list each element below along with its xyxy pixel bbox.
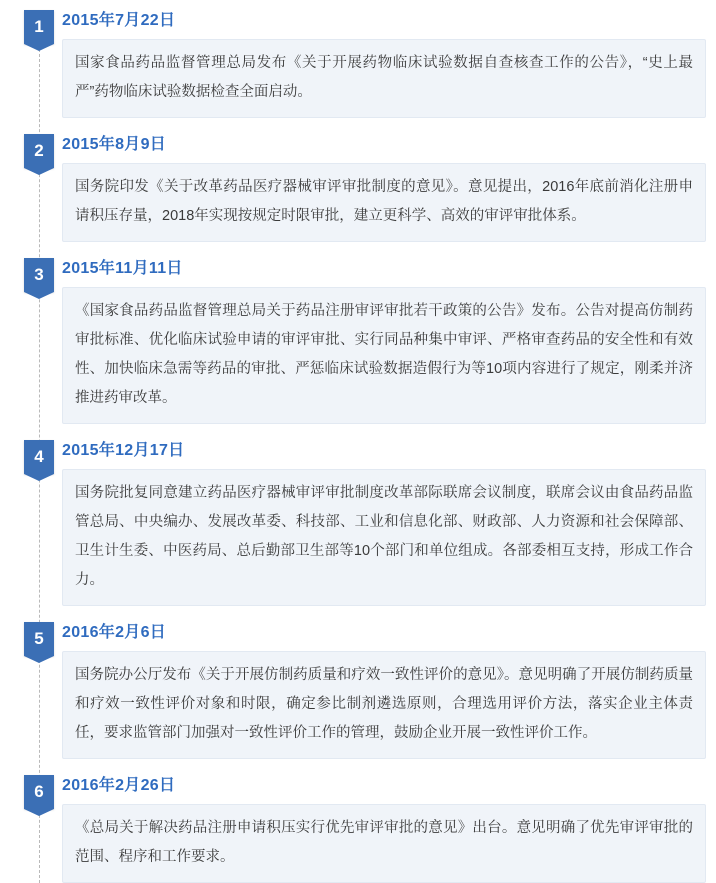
- timeline-step-badge: 1: [24, 10, 54, 44]
- timeline-marker-column: [0, 132, 62, 168]
- timeline-step-badge: 6: [24, 775, 54, 809]
- timeline-marker-column: [0, 438, 62, 474]
- timeline-step-badge: 2: [24, 134, 54, 168]
- timeline-entry-text: 《国家食品药品监督管理总局关于药品注册审评审批若干政策的公告》发布。公告对提高仿制药审批标准、优化临床试验申请的审评审批、实行同品种集中审评、严格审查药品的安全性和有效性、加快临床急需等药品的审批、严惩临床试验数据造假行为等10项内容进行了规定，刚柔并济推进药审改革。: [62, 287, 706, 424]
- timeline-entry-date: 2015年8月9日: [62, 136, 167, 153]
- timeline-marker-column: [0, 620, 62, 656]
- timeline-entry: [0, 438, 716, 606]
- timeline-entry-text: 国家食品药品监督管理总局发布《关于开展药物临床试验数据自查核查工作的公告》，“史上最严”药物临床试验数据检查全面启动。: [62, 39, 706, 118]
- timeline-step-badge: 5: [24, 622, 54, 656]
- timeline-entry-content: [62, 132, 716, 242]
- timeline-entry: [0, 620, 716, 759]
- timeline-entry-text: 国务院印发《关于改革药品医疗器械审评审批制度的意见》。意见提出，2016年底前消化注册申请积压存量，2018年实现按规定时限审批，建立更科学、高效的审评审批体系。: [62, 163, 706, 242]
- timeline-step-badge: 3: [24, 258, 54, 292]
- timeline-marker-column: [0, 256, 62, 292]
- timeline-entry-content: [62, 8, 716, 118]
- timeline-entry: [0, 8, 716, 118]
- timeline-entry-date: 2015年7月22日: [62, 12, 176, 29]
- timeline-entry-text: 国务院办公厅发布《关于开展仿制药质量和疗效一致性评价的意见》。意见明确了开展仿制药质量和疗效一致性评价对象和时限，确定参比制剂遴选原则，合理选用评价方法，落实企业主体责任，要求监管部门加强对一致性评价工作的管理，鼓励企业开展一致性评价工作。: [62, 651, 706, 759]
- timeline-marker-column: [0, 8, 62, 44]
- timeline-entry: [0, 132, 716, 242]
- timeline-entry: [0, 256, 716, 424]
- timeline-entry-date: 2015年11月11日: [62, 260, 183, 277]
- timeline-entry-text: 国务院批复同意建立药品医疗器械审评审批制度改革部际联席会议制度，联席会议由食品药品监管总局、中央编办、发展改革委、科技部、工业和信息化部、财政部、人力资源和社会保障部、卫生计生委、中医药局、总后勤部卫生部等10个部门和单位组成。各部委相互支持，形成工作合力。: [62, 469, 706, 606]
- timeline-entry-text: 《总局关于解决药品注册申请积压实行优先审评审批的意见》出台。意见明确了优先审评审批的范围、程序和工作要求。: [62, 804, 706, 883]
- timeline-entry-content: [62, 773, 716, 883]
- timeline-entry-content: [62, 256, 716, 424]
- timeline-entry-date: 2016年2月6日: [62, 624, 167, 641]
- timeline-entry-content: [62, 438, 716, 606]
- timeline-marker-column: [0, 773, 62, 809]
- timeline-entry-content: [62, 620, 716, 759]
- timeline-entry-date: 2015年12月17日: [62, 442, 185, 459]
- timeline-entry: [0, 773, 716, 883]
- timeline-entry-date: 2016年2月26日: [62, 777, 176, 794]
- timeline-step-badge: 4: [24, 440, 54, 474]
